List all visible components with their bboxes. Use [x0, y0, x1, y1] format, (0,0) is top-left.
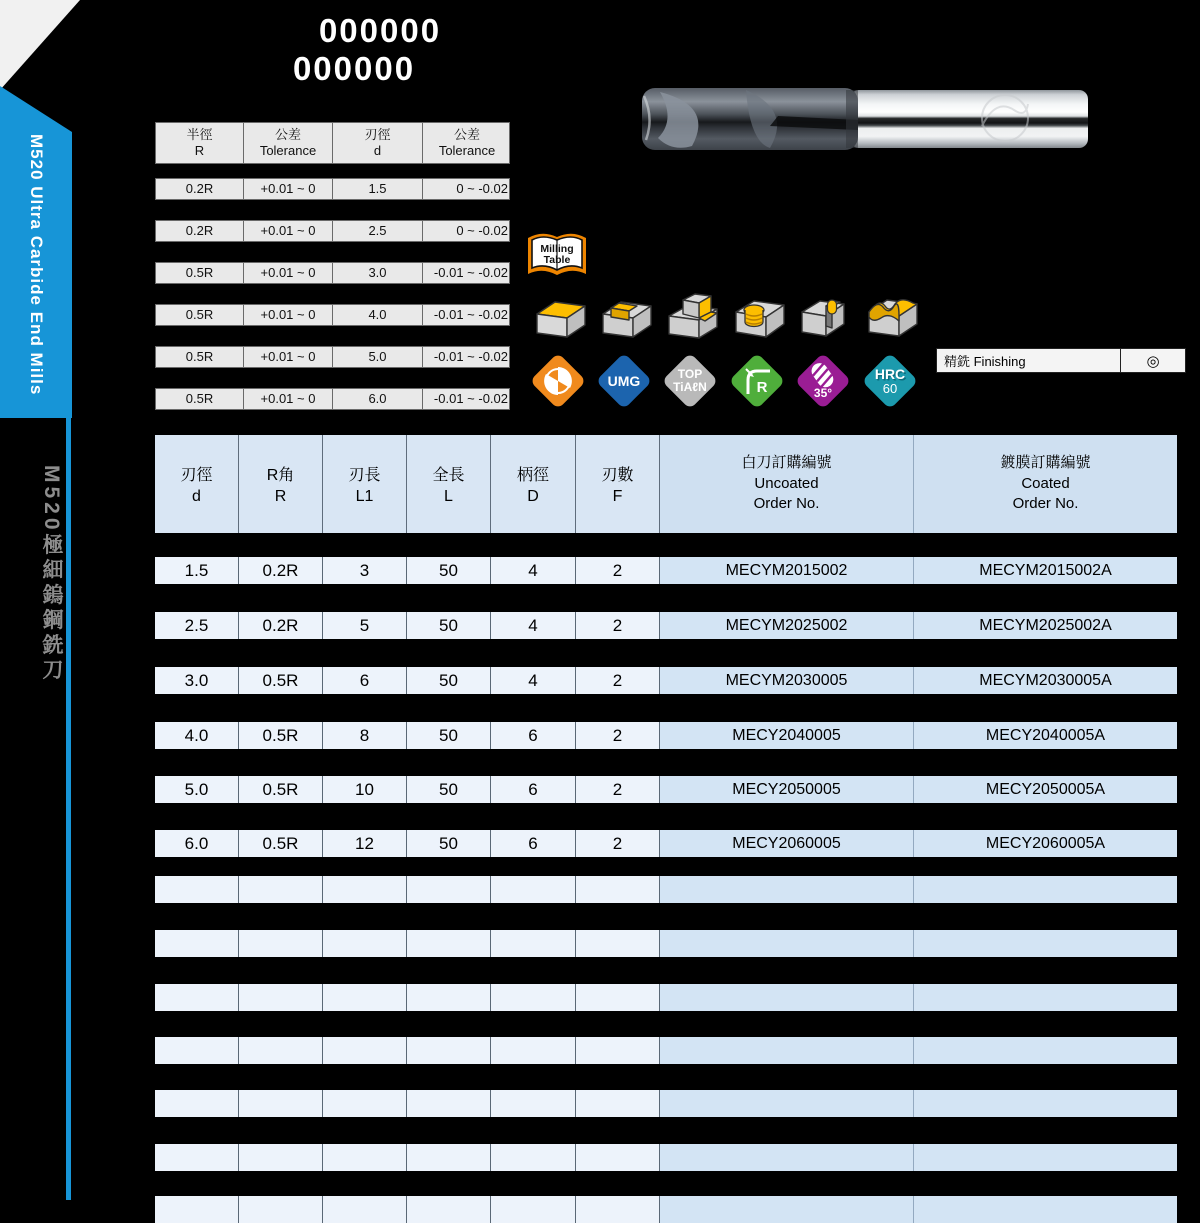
shoulder-milling-icon	[661, 292, 719, 342]
cell	[913, 876, 1177, 903]
cell	[239, 876, 323, 903]
cell	[491, 1144, 576, 1171]
cell	[155, 984, 239, 1011]
cell: +0.01 ~ 0	[244, 347, 333, 367]
cell: 4	[491, 667, 576, 694]
cell	[491, 876, 576, 903]
spec-row	[155, 612, 1177, 639]
cell	[155, 930, 239, 957]
coated-order-no: MECYM2025002A	[913, 612, 1177, 639]
tolerance-row	[155, 220, 510, 242]
cell: 0.5R	[239, 776, 323, 803]
cell	[660, 876, 913, 903]
cell: 4.0	[155, 722, 239, 749]
cell: 0.5R	[156, 347, 244, 367]
cell: -0.01 ~ -0.02	[433, 348, 508, 364]
tolerance-row	[155, 178, 510, 200]
spec-row	[155, 776, 1177, 803]
label: 刃長	[348, 467, 381, 484]
label: R	[274, 488, 287, 505]
badge-helix-angle	[794, 352, 852, 410]
coated-order-no: MECY2050005A	[913, 776, 1177, 803]
cell	[576, 1090, 660, 1117]
cell: 2	[576, 667, 660, 694]
accent-line	[66, 416, 71, 1200]
cell: 10	[323, 776, 407, 803]
badge-hrc-value: 60	[882, 380, 898, 396]
cell	[491, 1090, 576, 1117]
cell	[407, 1037, 491, 1064]
header-cell-l	[407, 435, 491, 533]
cell	[407, 1090, 491, 1117]
cell: 6.0	[155, 830, 239, 857]
cell	[576, 1037, 660, 1064]
cell: 2.5	[155, 612, 239, 639]
cell	[660, 1196, 913, 1223]
coated-order-no: MECY2040005A	[913, 722, 1177, 749]
tolerance-row	[155, 388, 510, 410]
cell	[913, 1196, 1177, 1223]
label: 刃徑	[364, 126, 391, 142]
badge-hrc-label: HRC	[874, 365, 906, 382]
badge-umg-label: UMG	[607, 372, 641, 389]
cell	[239, 930, 323, 957]
cell: 12	[323, 830, 407, 857]
cell	[155, 1090, 239, 1117]
empty-spec-row	[155, 1037, 1177, 1064]
cell	[239, 1144, 323, 1171]
cell	[576, 876, 660, 903]
header-cell-r	[239, 435, 323, 533]
milling-table-label1: Milling	[540, 243, 574, 255]
cell: 50	[407, 667, 491, 694]
cell	[155, 1196, 239, 1223]
empty-spec-row	[155, 1090, 1177, 1117]
spec-table-header	[155, 435, 1177, 533]
cell: 0.5R	[156, 305, 244, 325]
uncoated-order-no: MECY2060005	[660, 830, 913, 857]
cell: 8	[323, 722, 407, 749]
uncoated-order-no: MECYM2030005	[660, 667, 913, 694]
cell: 2	[576, 722, 660, 749]
tolerance-row	[155, 262, 510, 284]
finishing-mark: ◎	[1120, 349, 1185, 372]
cell	[155, 1144, 239, 1171]
header-cell-l1	[323, 435, 407, 533]
empty-spec-row	[155, 1196, 1177, 1223]
cell	[491, 930, 576, 957]
label: Order No.	[753, 495, 820, 513]
label: 刃數	[601, 467, 634, 484]
cell: -0.01 ~ -0.02	[433, 390, 508, 406]
cell	[155, 1037, 239, 1064]
coated-order-no: MECY2060005A	[913, 830, 1177, 857]
cell: +0.01 ~ 0	[244, 179, 333, 199]
cell: 50	[407, 612, 491, 639]
cell	[660, 1090, 913, 1117]
cell	[407, 984, 491, 1011]
spec-row	[155, 557, 1177, 584]
cell: 6	[491, 722, 576, 749]
label: Tolerance	[438, 143, 496, 158]
cell: 0.5R	[239, 667, 323, 694]
badge-hardness	[861, 352, 919, 410]
badge-radius-label: R	[756, 379, 768, 397]
cell: 0.5R	[239, 830, 323, 857]
uncoated-order-no: MECYM2025002	[660, 612, 913, 639]
label: Order No.	[1012, 495, 1079, 513]
cell	[491, 1037, 576, 1064]
label: Tolerance	[259, 143, 317, 158]
cell	[491, 984, 576, 1011]
tolerance-table-header	[155, 122, 510, 164]
uncoated-order-no: MECYM2015002	[660, 557, 913, 584]
badge-helix-label: 35°	[813, 386, 833, 401]
cell: 4.0	[333, 305, 423, 325]
cell	[323, 1196, 407, 1223]
tolerance-row	[155, 346, 510, 368]
cell: 4	[491, 612, 576, 639]
label: L1	[355, 488, 374, 505]
cell	[323, 930, 407, 957]
cell	[239, 984, 323, 1011]
cell: 2	[576, 776, 660, 803]
label: 柄徑	[516, 467, 549, 484]
cell	[660, 930, 913, 957]
label: 全長	[432, 467, 465, 484]
tol-header-cell-tolerance-d	[423, 123, 511, 163]
cell: -0.01 ~ -0.02	[433, 264, 508, 280]
cell: +0.01 ~ 0	[244, 389, 333, 409]
cell	[913, 1144, 1177, 1171]
cell	[660, 1037, 913, 1064]
cell: 0.5R	[156, 389, 244, 409]
cell: 0 ~ -0.02	[456, 180, 508, 196]
tol-header-cell-tolerance-r	[244, 123, 333, 163]
cell	[323, 1144, 407, 1171]
cell	[576, 984, 660, 1011]
cell: 0.2R	[239, 612, 323, 639]
uncoated-order-no: MECY2050005	[660, 776, 913, 803]
cell	[576, 1196, 660, 1223]
header-cell-shank	[491, 435, 576, 533]
label: 鍍膜訂購編號	[1000, 453, 1091, 471]
badge-coating-line2: TiAℓN	[673, 380, 707, 394]
header-cell-flutes	[576, 435, 660, 533]
cell: 0.2R	[156, 179, 244, 199]
tolerance-row	[155, 304, 510, 326]
badge-umg-material	[595, 352, 653, 410]
cell	[660, 1144, 913, 1171]
header-cell-d	[155, 435, 239, 533]
cell	[323, 1090, 407, 1117]
cell: 0.5R	[239, 722, 323, 749]
page-title-line1: 000000	[318, 12, 442, 49]
cell	[576, 930, 660, 957]
cell	[323, 1037, 407, 1064]
cell	[239, 1090, 323, 1117]
spec-row	[155, 830, 1177, 857]
finishing-label: 精銑 Finishing	[944, 354, 1026, 369]
slot-milling-icon	[595, 296, 653, 342]
empty-spec-row	[155, 930, 1177, 957]
label: 白刀訂購編號	[741, 453, 832, 471]
corner-wedge	[0, 0, 80, 90]
face-milling-icon	[529, 296, 587, 342]
cell	[576, 1144, 660, 1171]
cell	[913, 1037, 1177, 1064]
cell: 6.0	[333, 389, 423, 409]
milling-table-icon	[526, 230, 588, 280]
cell: 2	[576, 830, 660, 857]
label: 刃徑	[180, 467, 213, 484]
label: L	[444, 488, 453, 505]
tol-header-cell-radius	[156, 123, 244, 163]
page-title-line2: 000000	[292, 50, 416, 87]
finishing-bar	[936, 348, 1186, 373]
cell: 50	[407, 722, 491, 749]
cell: 0 ~ -0.02	[456, 222, 508, 238]
cell: 0.5R	[156, 263, 244, 283]
cell: 4	[491, 557, 576, 584]
cell	[913, 984, 1177, 1011]
cell: 6	[323, 667, 407, 694]
cell	[660, 984, 913, 1011]
milling-table-label2: Table	[543, 254, 571, 266]
cell: +0.01 ~ 0	[244, 221, 333, 241]
label: 半徑	[186, 126, 213, 142]
label: Coated	[1021, 474, 1070, 492]
cell: -0.01 ~ -0.02	[433, 306, 508, 322]
badge-coating-line1: TOP	[677, 367, 703, 382]
label: F	[612, 488, 623, 505]
badge-cutter-cross-section	[529, 352, 587, 410]
cell	[407, 876, 491, 903]
cell: 5.0	[333, 347, 423, 367]
pocket-milling-icon	[728, 296, 786, 342]
cell: 50	[407, 557, 491, 584]
empty-spec-row	[155, 984, 1177, 1011]
series-label-zh: M520極細鎢鋼銑刀	[40, 464, 63, 684]
empty-spec-row	[155, 1144, 1177, 1171]
cell: 1.5	[155, 557, 239, 584]
label: d	[373, 143, 382, 158]
cell	[913, 1090, 1177, 1117]
cell: 2.5	[333, 221, 423, 241]
cell: 6	[491, 830, 576, 857]
cell	[407, 930, 491, 957]
cell: 50	[407, 830, 491, 857]
cell: 3.0	[333, 263, 423, 283]
label: 公差	[453, 126, 480, 142]
end-mill-photo	[630, 80, 1095, 158]
coated-order-no: MECYM2015002A	[913, 557, 1177, 584]
profile-milling-icon	[861, 294, 919, 342]
cell: 2	[576, 557, 660, 584]
badge-corner-radius	[728, 352, 786, 410]
empty-spec-row	[155, 876, 1177, 903]
cell: 50	[407, 776, 491, 803]
tol-header-cell-diameter	[333, 123, 423, 163]
cell	[491, 1196, 576, 1223]
spec-row	[155, 667, 1177, 694]
coated-order-no: MECYM2030005A	[913, 667, 1177, 694]
label: R角	[266, 467, 295, 484]
label: D	[527, 488, 539, 505]
cell	[913, 930, 1177, 957]
badge-top-tialn-coating	[661, 352, 719, 410]
drilling-icon	[794, 294, 852, 342]
cell	[239, 1196, 323, 1223]
label: 公差	[274, 126, 301, 142]
cell	[239, 1037, 323, 1064]
cell: 3.0	[155, 667, 239, 694]
header-cell-coated	[913, 435, 1177, 533]
series-banner-label: M520 Ultra Carbide End Mills	[27, 134, 46, 396]
cell: 5	[323, 612, 407, 639]
cell: 0.2R	[156, 221, 244, 241]
cell: 0.2R	[239, 557, 323, 584]
label: R	[194, 143, 205, 158]
cell	[155, 876, 239, 903]
cell	[323, 984, 407, 1011]
spec-row	[155, 722, 1177, 749]
cell: 1.5	[333, 179, 423, 199]
cell: 3	[323, 557, 407, 584]
header-cell-uncoated	[660, 435, 913, 533]
cell: 2	[576, 612, 660, 639]
cell: 5.0	[155, 776, 239, 803]
label: d	[192, 488, 201, 505]
label: Uncoated	[754, 474, 819, 492]
cell: +0.01 ~ 0	[244, 263, 333, 283]
cell: 6	[491, 776, 576, 803]
cell: +0.01 ~ 0	[244, 305, 333, 325]
cell	[407, 1144, 491, 1171]
uncoated-order-no: MECY2040005	[660, 722, 913, 749]
cell	[407, 1196, 491, 1223]
cell	[323, 876, 407, 903]
